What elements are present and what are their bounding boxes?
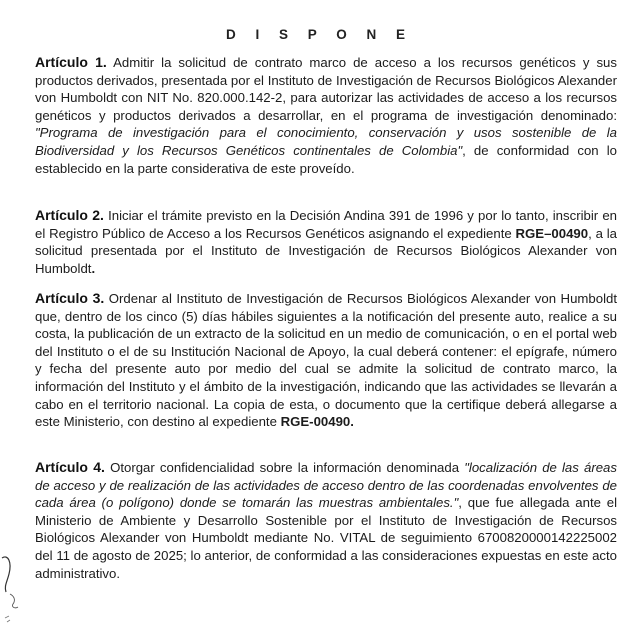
article-text: Iniciar el trámite previsto en la Decisión Andina 391 de 1996 y por lo tanto, inscribir en el Registro Público de Acceso a los Recursos Genéticos asignando el expediente	[35, 208, 617, 241]
article-label: Artículo 3.	[35, 290, 105, 306]
article-3	[35, 290, 617, 431]
article-text: , de conformidad con lo establecido en la parte considerativa de este proveído.	[35, 142, 617, 176]
article-text: , que fue allegada ante el Ministerio de Ambiente y Desarrollo Sostenible por el Instituto de Investigación de Recursos Biológicos Alexander von Humboldt mediante No. VITAL de seguimiento 6700820000142225002 del 11 de agosto de 2025; lo anterior, de conformidad a las consideraciones expuestas en este acto administrativo.	[35, 495, 617, 581]
article-label: Artículo 2.	[35, 207, 104, 223]
file-number: RGE-00490.	[280, 414, 354, 430]
article-text: Ordenar al Instituto de Investigación de Recursos Biológicos Alexander von Humboldt que, dentro de los cinco (5) días hábiles siguientes a la notificación del presente auto, realice a su costa, la publicación de un extracto de la solicitud en un medio de comunicación, o en el portal web del Instituto o el de su Institución Nacional de Apoyo, la cual deberá contener: el epígrafe, número y fecha del presente auto por medio del cual se admite la solicitud de contrato marco, la información del Instituto y el ámbito de la investigación, indicando que las actividades se llevarán a cabo en el territorio nacional. La copia de esta, o documento que la certifique deberá allegarse a este Ministerio, con destino al expediente	[35, 291, 617, 430]
article-1	[35, 54, 617, 177]
program-name: "Programa de investigación para el conocimiento, conservación y usos sostenible de la Biodiversidad y los Recursos Genéticos continentales de Colombia"	[35, 125, 617, 158]
section-heading: D I S P O N E	[225, 27, 414, 42]
handwritten-margin-mark	[0, 552, 40, 627]
article-end-period: .	[91, 260, 96, 276]
article-label: Artículo 1.	[35, 54, 107, 70]
article-text: Admitir la solicitud de contrato marco de acceso a los recursos genéticos y sus productos derivados, presentada por el Instituto de Investigación de Recursos Biológicos Alexander von Humboldt con NIT No. 820.000.142-2, para autorizar las actividades de acceso a los recursos genéticos y productos derivados a desarrollar, en el programa de investigación denominado:	[35, 55, 617, 123]
article-text: , a la solicitud presentada por el Instituto de Investigación de Recursos Biológicos Alexander von Humboldt	[35, 225, 618, 276]
file-number: RGE–00490	[515, 225, 589, 241]
article-text: Otorgar confidencialidad sobre la información denominada	[104, 460, 465, 475]
article-4	[35, 459, 617, 582]
article-label: Artículo 4.	[35, 459, 105, 475]
confidential-info-name: "localización de las áreas de acceso y de realización de las actividades de acceso dentro de las coordenadas envolventes de cada área (o polígono) donde se tomarán las muestras ambientales."	[35, 460, 617, 511]
article-2	[35, 207, 617, 277]
